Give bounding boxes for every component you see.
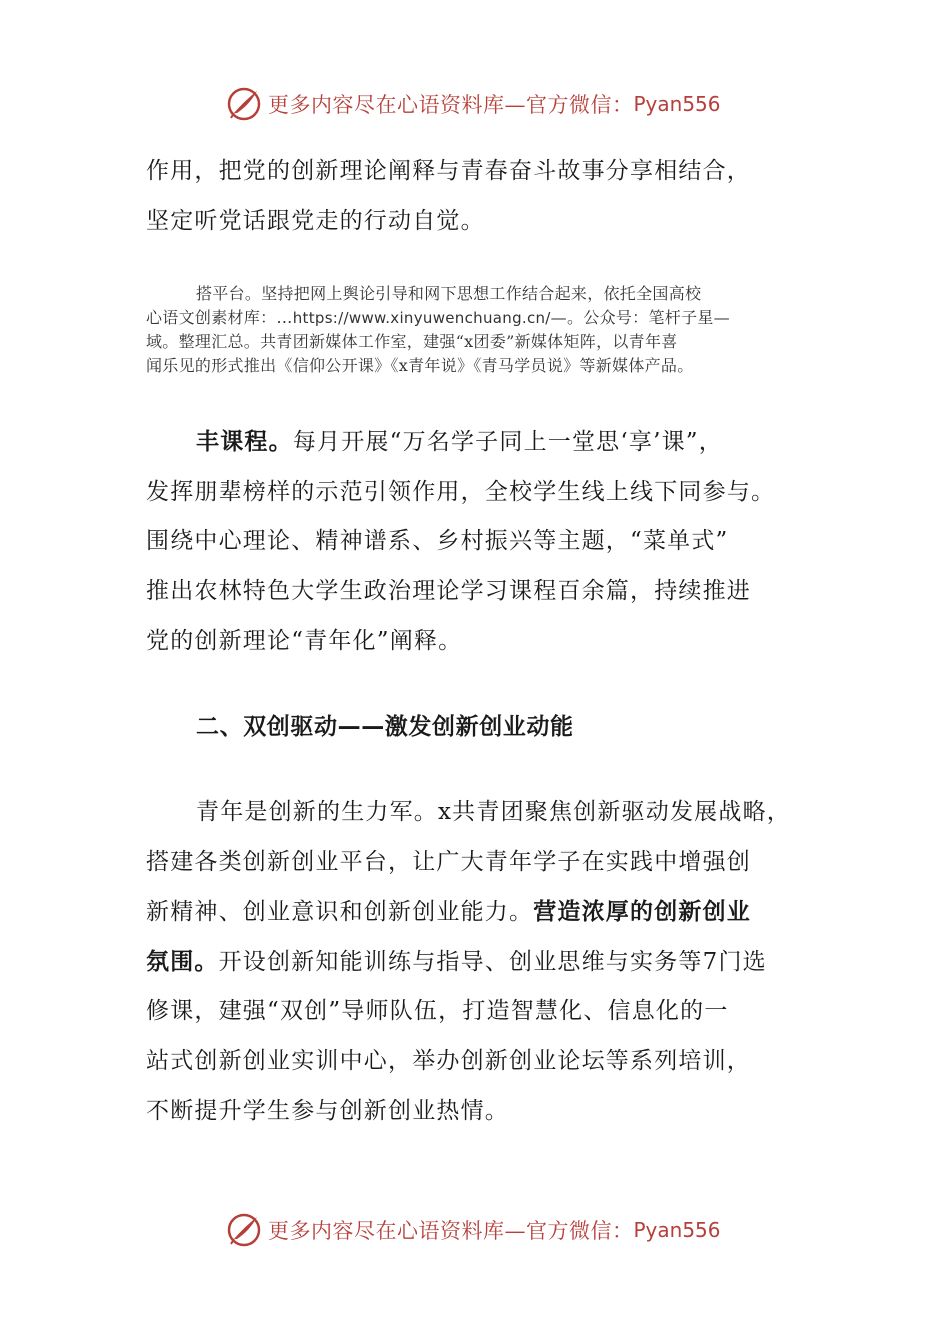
note-line2-suffix: —。公众号：笔杆子星— bbox=[550, 308, 730, 327]
paragraph2-line5: 党的创新理论“青年化”阐释。 bbox=[146, 628, 463, 654]
paragraph3-line7: 不断提升学生参与创新创业热情。 bbox=[146, 1098, 509, 1124]
paragraph1-line2: 坚定听党话跟党走的行动自觉。 bbox=[146, 208, 485, 234]
footer-banner-text: 更多内容尽在心语资料库—官方微信： bbox=[268, 1219, 634, 1243]
quill-logo-icon bbox=[226, 86, 262, 122]
paragraph3-line5: 修课，建强“双创”导师队伍，打造智慧化、信息化的一 bbox=[146, 998, 729, 1024]
paragraph2-line3: 围绕中心理论、精神谱系、乡村振兴等主题，“菜单式” bbox=[146, 528, 729, 554]
quill-logo-icon bbox=[226, 1212, 262, 1248]
section-heading: 二、双创驱动——激发创新创业动能 bbox=[196, 714, 574, 740]
paragraph3-line6: 站式创新创业实训中心，举办创新创业论坛等系列培训， bbox=[146, 1048, 751, 1074]
paragraph3-line3-normal: 新精神、创业意识和创新创业能力。 bbox=[146, 899, 534, 925]
paragraph3-line3-bold: 营造浓厚的创新创业 bbox=[533, 898, 752, 925]
note-line3: 域。整理汇总。共青团新媒体工作室，建强“x团委”新媒体矩阵，以青年喜 bbox=[146, 332, 678, 351]
paragraph2-line2: 发挥朋辈榜样的示范引领作用，全校学生线上线下同参与。 bbox=[146, 479, 776, 505]
paragraph1-line1: 作用，把党的创新理论阐释与青春奋斗故事分享相结合， bbox=[146, 158, 751, 184]
paragraph3-line4 bbox=[146, 947, 767, 977]
paragraph2-line1 bbox=[196, 427, 723, 457]
paragraph3-line4-bold: 氛围。 bbox=[146, 948, 219, 975]
paragraph2-line1-rest: 每月开展“万名学子同上一堂思‘享’课”， bbox=[292, 429, 723, 455]
note-line2 bbox=[146, 307, 730, 329]
note-url-link[interactable]: https://www.xinyuwenchuang.cn/ bbox=[292, 309, 551, 327]
footer-banner bbox=[226, 1210, 721, 1250]
paragraph2-line4: 推出农林特色大学生政治理论学习课程百余篇，持续推进 bbox=[146, 578, 751, 604]
banner-text: 更多内容尽在心语资料库—官方微信： bbox=[268, 93, 634, 117]
paragraph2-bold-lead: 丰课程。 bbox=[196, 428, 293, 455]
note-line4: 闻乐见的形式推出《信仰公开课》《x青年说》《青马学员说》等新媒体产品。 bbox=[146, 356, 694, 375]
note-line1: 搭平台。坚持把网上舆论引导和网下思想工作结合起来，依托全国高校 bbox=[196, 284, 702, 303]
note-line2-prefix: 心语文创素材库：… bbox=[146, 308, 293, 327]
footer-banner-wechat-id: Pyan556 bbox=[633, 1218, 721, 1242]
paragraph3-line4-rest: 开设创新知能训练与指导、创业思维与实务等7门选 bbox=[218, 949, 767, 975]
banner-wechat-id: Pyan556 bbox=[633, 92, 721, 116]
paragraph3-line3 bbox=[146, 897, 751, 927]
paragraph3-line2: 搭建各类创新创业平台，让广大青年学子在实践中增强创 bbox=[146, 849, 751, 875]
paragraph3-line1: 青年是创新的生力军。x共青团聚焦创新驱动发展战略， bbox=[196, 799, 791, 825]
header-banner bbox=[226, 84, 721, 124]
